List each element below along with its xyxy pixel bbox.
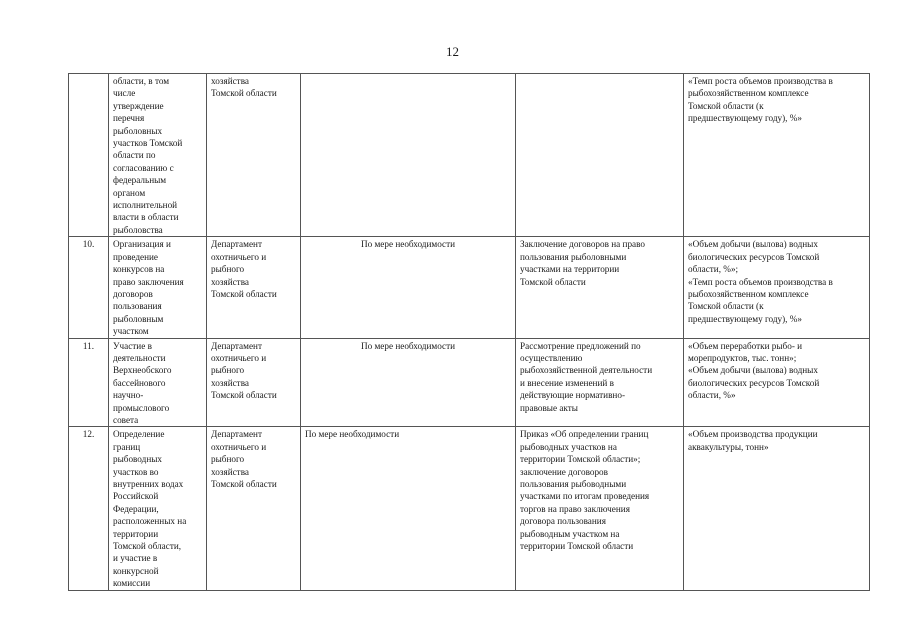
cell-text-line: рыбоводным участком на [520, 528, 620, 539]
cell-text-line: биологических ресурсов Томской [688, 377, 820, 388]
row-number-cell [69, 237, 109, 338]
cell-text-line: договора пользования [520, 516, 606, 527]
cell-text-line: пользования рыболовными [520, 251, 627, 262]
indicator-cell [684, 74, 870, 237]
measure-cell [109, 74, 207, 237]
cell-text-line: области, в том [113, 76, 170, 86]
cell-text-line: промыслового [113, 402, 170, 413]
row-number-cell [69, 338, 109, 427]
table-row [69, 427, 870, 590]
cell-text-line: федеральным [113, 175, 167, 186]
cell-text-line: утверждение [113, 100, 164, 111]
cell-text-line: правовые акты [520, 402, 578, 413]
cell-text-line: охотничьего и [211, 352, 267, 363]
cell-text-line: «Объем производства продукции [688, 429, 818, 440]
cell-text-line: рыбоводных [113, 454, 162, 465]
cell-text-line: Заключение договоров на право [520, 239, 645, 250]
cell-text-line: Томской области (к [688, 100, 764, 111]
executor-cell [207, 237, 301, 338]
cell-text-line: и участие в [113, 553, 158, 564]
cell-text-line: рыбохозяйственной деятельности [520, 365, 653, 376]
cell-text-line: Департамент [211, 239, 262, 250]
cell-text-line: Томской области [211, 390, 277, 401]
row-number-cell [69, 427, 109, 590]
cell-text-line: власти в области [113, 212, 179, 223]
cell-text-line: числе [113, 88, 136, 99]
cell-text-line: торгов на право заключения [520, 503, 630, 514]
cell-text-line: По мере необходимости [360, 239, 456, 250]
cell-text-line: территории Томской области [520, 541, 634, 552]
cell-text-line: участков Томской [113, 138, 183, 149]
cell-text-line: Верхнеобского [113, 365, 172, 376]
cell-text-line: «Объем добычи (вылова) водных [688, 239, 818, 250]
table-row [69, 338, 870, 427]
cell-text-line: пользования [113, 301, 162, 312]
cell-text-line: Департамент [211, 429, 262, 440]
measures-table-body [69, 74, 870, 591]
result-cell [516, 338, 684, 427]
measures-table [68, 73, 870, 591]
cell-text-line: рыболовства [113, 224, 163, 235]
cell-text-line: хозяйства [211, 276, 249, 287]
executor-cell [207, 338, 301, 427]
cell-text-line: осуществлению [520, 352, 583, 363]
cell-text-line: согласованию с [113, 162, 174, 173]
cell-text-line: рыбного [211, 264, 245, 275]
cell-text-line: действующие нормативно- [520, 390, 626, 401]
indicator-cell [684, 338, 870, 427]
cell-text-line: Рассмотрение предложений по [520, 340, 641, 351]
cell-text-line: рыболовным [113, 313, 164, 324]
row-number: 12. [82, 429, 95, 440]
cell-text-line: рыбохозяйственном комплексе [688, 88, 809, 99]
table-row [69, 237, 870, 338]
cell-text-line: заключение договоров [520, 466, 608, 477]
cell-text-line: конкурсов на [113, 264, 165, 275]
indicator-cell [684, 237, 870, 338]
cell-text-line: участками по итогам проведения [520, 491, 650, 502]
measure-cell [109, 237, 207, 338]
term-cell [301, 237, 516, 338]
measure-cell [109, 427, 207, 590]
term-cell [301, 338, 516, 427]
cell-text-line: области, %»; [688, 264, 739, 275]
cell-text-line: хозяйства [211, 466, 249, 477]
cell-text-line: деятельности [113, 352, 166, 363]
measure-cell [109, 338, 207, 427]
cell-text-line: внутренних водах [113, 479, 184, 489]
cell-text-line: рыбохозяйственном комплексе [688, 288, 809, 299]
cell-text-line: охотничьего и [211, 441, 267, 452]
cell-text-line: биологических ресурсов Томской [688, 251, 820, 262]
cell-text-line: Томской области [211, 288, 277, 299]
cell-text-line: рыбного [211, 365, 245, 376]
cell-text-line: морепродуктов, тыс. тонн»; [688, 352, 797, 363]
cell-text-line: Томской области (к [688, 301, 764, 312]
cell-text-line: границ [113, 441, 141, 452]
cell-text-line: Томской области [211, 88, 277, 99]
cell-text-line: Томской области, [113, 541, 182, 552]
cell-text-line: хозяйства [211, 76, 249, 86]
indicator-cell [684, 427, 870, 590]
cell-text-line: Определение [113, 429, 165, 440]
cell-text-line: Приказ «Об определении границ [520, 429, 649, 440]
result-cell [516, 237, 684, 338]
cell-text-line: органом [113, 187, 146, 198]
cell-text-line: По мере необходимости [360, 340, 456, 351]
executor-cell [207, 74, 301, 237]
executor-cell [207, 427, 301, 590]
cell-text-line: научно- [113, 390, 144, 401]
cell-text-line: предшествующему году), %» [688, 113, 802, 124]
cell-text-line: «Темп роста объемов производства в [688, 76, 833, 86]
cell-text-line: области, %» [688, 390, 736, 401]
row-number-cell [69, 74, 109, 237]
cell-text-line: Российской [113, 491, 159, 502]
result-cell [516, 74, 684, 237]
cell-text-line: рыбного [211, 454, 245, 465]
cell-text-line: и внесение изменений в [520, 377, 614, 388]
row-number: 11. [82, 340, 95, 351]
cell-text-line: участков во [113, 466, 159, 477]
cell-text-line: По мере необходимости [305, 429, 400, 440]
cell-text-line: Участие в [113, 340, 152, 351]
cell-text-line: аквакультуры, тонн» [688, 441, 769, 452]
term-cell [301, 427, 516, 590]
cell-text-line: проведение [113, 251, 159, 262]
cell-text-line: территории [113, 528, 159, 539]
cell-text-line: Департамент [211, 340, 262, 351]
cell-text-line: расположенных на [113, 516, 187, 527]
cell-text-line: Федерации, [113, 503, 159, 514]
cell-text-line: территории Томской области»; [520, 454, 641, 465]
cell-text-line: Томской области [211, 479, 277, 489]
row-number: 10. [82, 239, 95, 250]
cell-text-line: бассейнового [113, 377, 166, 388]
cell-text-line: «Объем добычи (вылова) водных [688, 365, 818, 376]
cell-text-line: конкурсной [113, 565, 159, 576]
term-cell [301, 74, 516, 237]
table-row [69, 74, 870, 237]
cell-text-line: участками на территории [520, 264, 620, 275]
cell-text-line: перечня [113, 113, 145, 124]
cell-text-line: исполнительной [113, 200, 178, 211]
cell-text-line: области по [113, 150, 156, 161]
cell-text-line: Томской области [520, 276, 586, 287]
cell-text-line: участком [113, 326, 149, 337]
cell-text-line: охотничьего и [211, 251, 267, 262]
cell-text-line: рыбоводных участков на [520, 441, 617, 452]
cell-text-line: хозяйства [211, 377, 249, 388]
cell-text-line: «Темп роста объемов производства в [688, 276, 833, 287]
result-cell [516, 427, 684, 590]
page-number: 12 [446, 44, 459, 59]
cell-text-line: право заключения [113, 276, 184, 287]
cell-text-line: Организация и [113, 239, 171, 250]
cell-text-line: договоров [113, 288, 153, 299]
cell-text-line: пользования рыбоводными [520, 479, 627, 489]
cell-text-line: совета [113, 414, 139, 425]
cell-text-line: «Объем переработки рыбо- и [688, 340, 803, 351]
cell-text-line: рыболовных [113, 125, 163, 136]
cell-text-line: предшествующему году), %» [688, 313, 802, 324]
cell-text-line: комиссии [113, 578, 151, 589]
